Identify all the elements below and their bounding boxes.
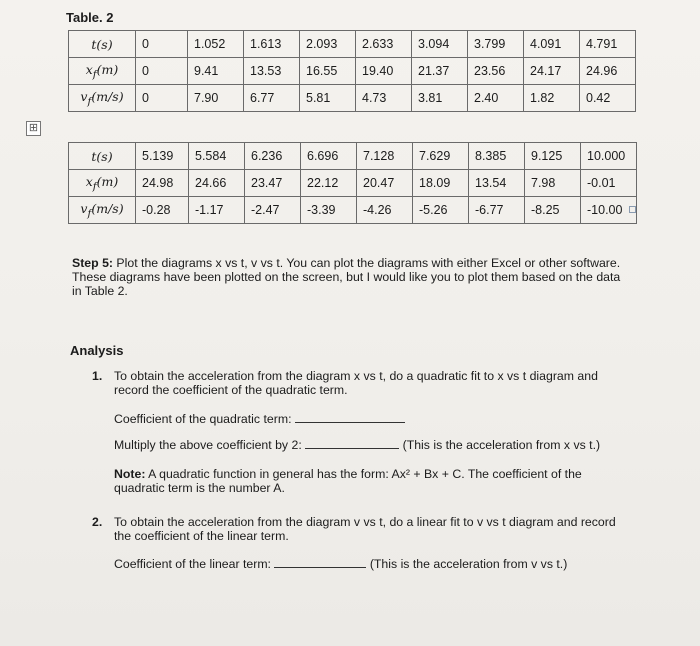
row-label: t(s) [69, 143, 136, 170]
table-cell: 24.17 [524, 58, 580, 85]
table-cell: 4.091 [524, 31, 580, 58]
note-text: A quadratic function in general has the form: Ax² + Bx + C. The coefficient of the quadratic term is the number A. [114, 467, 582, 495]
table-cell: 16.55 [300, 58, 356, 85]
table-cell: -1.17 [189, 197, 245, 224]
table-cell: 4.791 [580, 31, 636, 58]
table-cell: -3.39 [301, 197, 357, 224]
table-cell: -10.00 [581, 197, 637, 224]
table-cell: 22.12 [301, 170, 357, 197]
row-label: $v_f(m/s)$ [69, 197, 136, 224]
table-cell: 13.53 [244, 58, 300, 85]
table-cell: 23.56 [468, 58, 524, 85]
multiply-label: Multiply the above coefficient by 2: [114, 438, 302, 452]
table-cell: 7.90 [188, 85, 244, 112]
data-table-1 [68, 30, 636, 112]
table-cell: 20.47 [357, 170, 413, 197]
multiply-row [114, 438, 600, 452]
resize-handle-icon[interactable] [629, 206, 636, 213]
table-row [69, 143, 637, 170]
table-cell: 0 [136, 31, 188, 58]
quadratic-coef-label: Coefficient of the quadratic term: [114, 412, 292, 426]
step5-text: Plot the diagrams x vs t, v vs t. You can plot the diagrams with either Excel or other software. These diagrams have been plotted on the screen, but I would like you to plot them based on the data in Table 2. [72, 256, 621, 298]
table-cell: 18.09 [413, 170, 469, 197]
table-cell: 2.633 [356, 31, 412, 58]
item2-text: To obtain the acceleration from the diagram v vs t, do a linear fit to v vs t diagram and record the coefficient of the linear term. [114, 515, 616, 543]
linear-coef-note: (This is the acceleration from v vs t.) [369, 557, 568, 571]
table-cell: 7.98 [525, 170, 581, 197]
table-cell: -2.47 [245, 197, 301, 224]
multiply-note: (This is the acceleration from x vs t.) [402, 438, 601, 452]
quadratic-coef-blank[interactable] [295, 412, 405, 423]
row-label: $x_f(m)$ [69, 170, 136, 197]
table-cell: 0 [136, 85, 188, 112]
row-label: $x_f(m)$ [69, 58, 136, 85]
table-cell: 4.73 [356, 85, 412, 112]
table-cell: -0.28 [136, 197, 189, 224]
table-cell: 10.000 [581, 143, 637, 170]
data-table-2 [68, 142, 637, 224]
note-label: Note: [114, 467, 146, 481]
table-cell: -4.26 [357, 197, 413, 224]
step5-paragraph [72, 256, 632, 298]
analysis-heading: Analysis [70, 343, 124, 358]
step5-label: Step 5: [72, 256, 113, 270]
table-cell: 5.584 [189, 143, 245, 170]
table-cell: 21.37 [412, 58, 468, 85]
table-row [69, 197, 637, 224]
table-cell: 6.696 [301, 143, 357, 170]
item2-number: 2. [92, 515, 103, 529]
table-cell: 19.40 [356, 58, 412, 85]
table-cell: 24.98 [136, 170, 189, 197]
table-title: Table. 2 [66, 10, 114, 25]
subscript-f: f [92, 68, 97, 81]
table-row [69, 31, 636, 58]
table-cell: 3.799 [468, 31, 524, 58]
subscript-f: f [92, 180, 97, 193]
table-cell: -5.26 [413, 197, 469, 224]
table-cell: 7.128 [357, 143, 413, 170]
table-cell: 9.125 [525, 143, 581, 170]
table-row [69, 58, 636, 85]
table-cell: 1.613 [244, 31, 300, 58]
table-cell: 23.47 [245, 170, 301, 197]
table-cell: 7.629 [413, 143, 469, 170]
table-cell: 13.54 [469, 170, 525, 197]
table-cell: -0.01 [581, 170, 637, 197]
table-cell: 6.77 [244, 85, 300, 112]
row-label: $v_f(m/s)$ [69, 85, 136, 112]
table-cell: 0.42 [580, 85, 636, 112]
linear-coef-label: Coefficient of the linear term: [114, 557, 271, 571]
table-row [69, 85, 636, 112]
linear-coef-row [114, 557, 567, 571]
multiply-blank[interactable] [305, 438, 399, 449]
item1-text: To obtain the acceleration from the diagram x vs t, do a quadratic fit to x vs t diagram and record the coefficient of the quadratic term. [114, 369, 598, 397]
table-cell: 24.96 [580, 58, 636, 85]
subscript-f: f [87, 207, 92, 220]
linear-coef-blank[interactable] [274, 557, 366, 568]
table-cell: 9.41 [188, 58, 244, 85]
table-cell: 0 [136, 58, 188, 85]
table-cell: 2.093 [300, 31, 356, 58]
table-row [69, 170, 637, 197]
table-cell: 6.236 [245, 143, 301, 170]
table-cell: 3.094 [412, 31, 468, 58]
table-cell: 24.66 [189, 170, 245, 197]
table-cell: 2.40 [468, 85, 524, 112]
item1-number: 1. [92, 369, 103, 383]
table-cell: 3.81 [412, 85, 468, 112]
table-cell: 5.139 [136, 143, 189, 170]
row-label: t(s) [69, 31, 136, 58]
table-cell: 5.81 [300, 85, 356, 112]
table-cell: 1.82 [524, 85, 580, 112]
table-cell: -6.77 [469, 197, 525, 224]
table-cell: 8.385 [469, 143, 525, 170]
table-cell: -8.25 [525, 197, 581, 224]
note-paragraph [114, 467, 614, 495]
subscript-f: f [87, 95, 92, 108]
table-cell: 1.052 [188, 31, 244, 58]
expand-icon[interactable]: ⊞ [26, 121, 41, 136]
quadratic-coef-row [114, 412, 405, 426]
